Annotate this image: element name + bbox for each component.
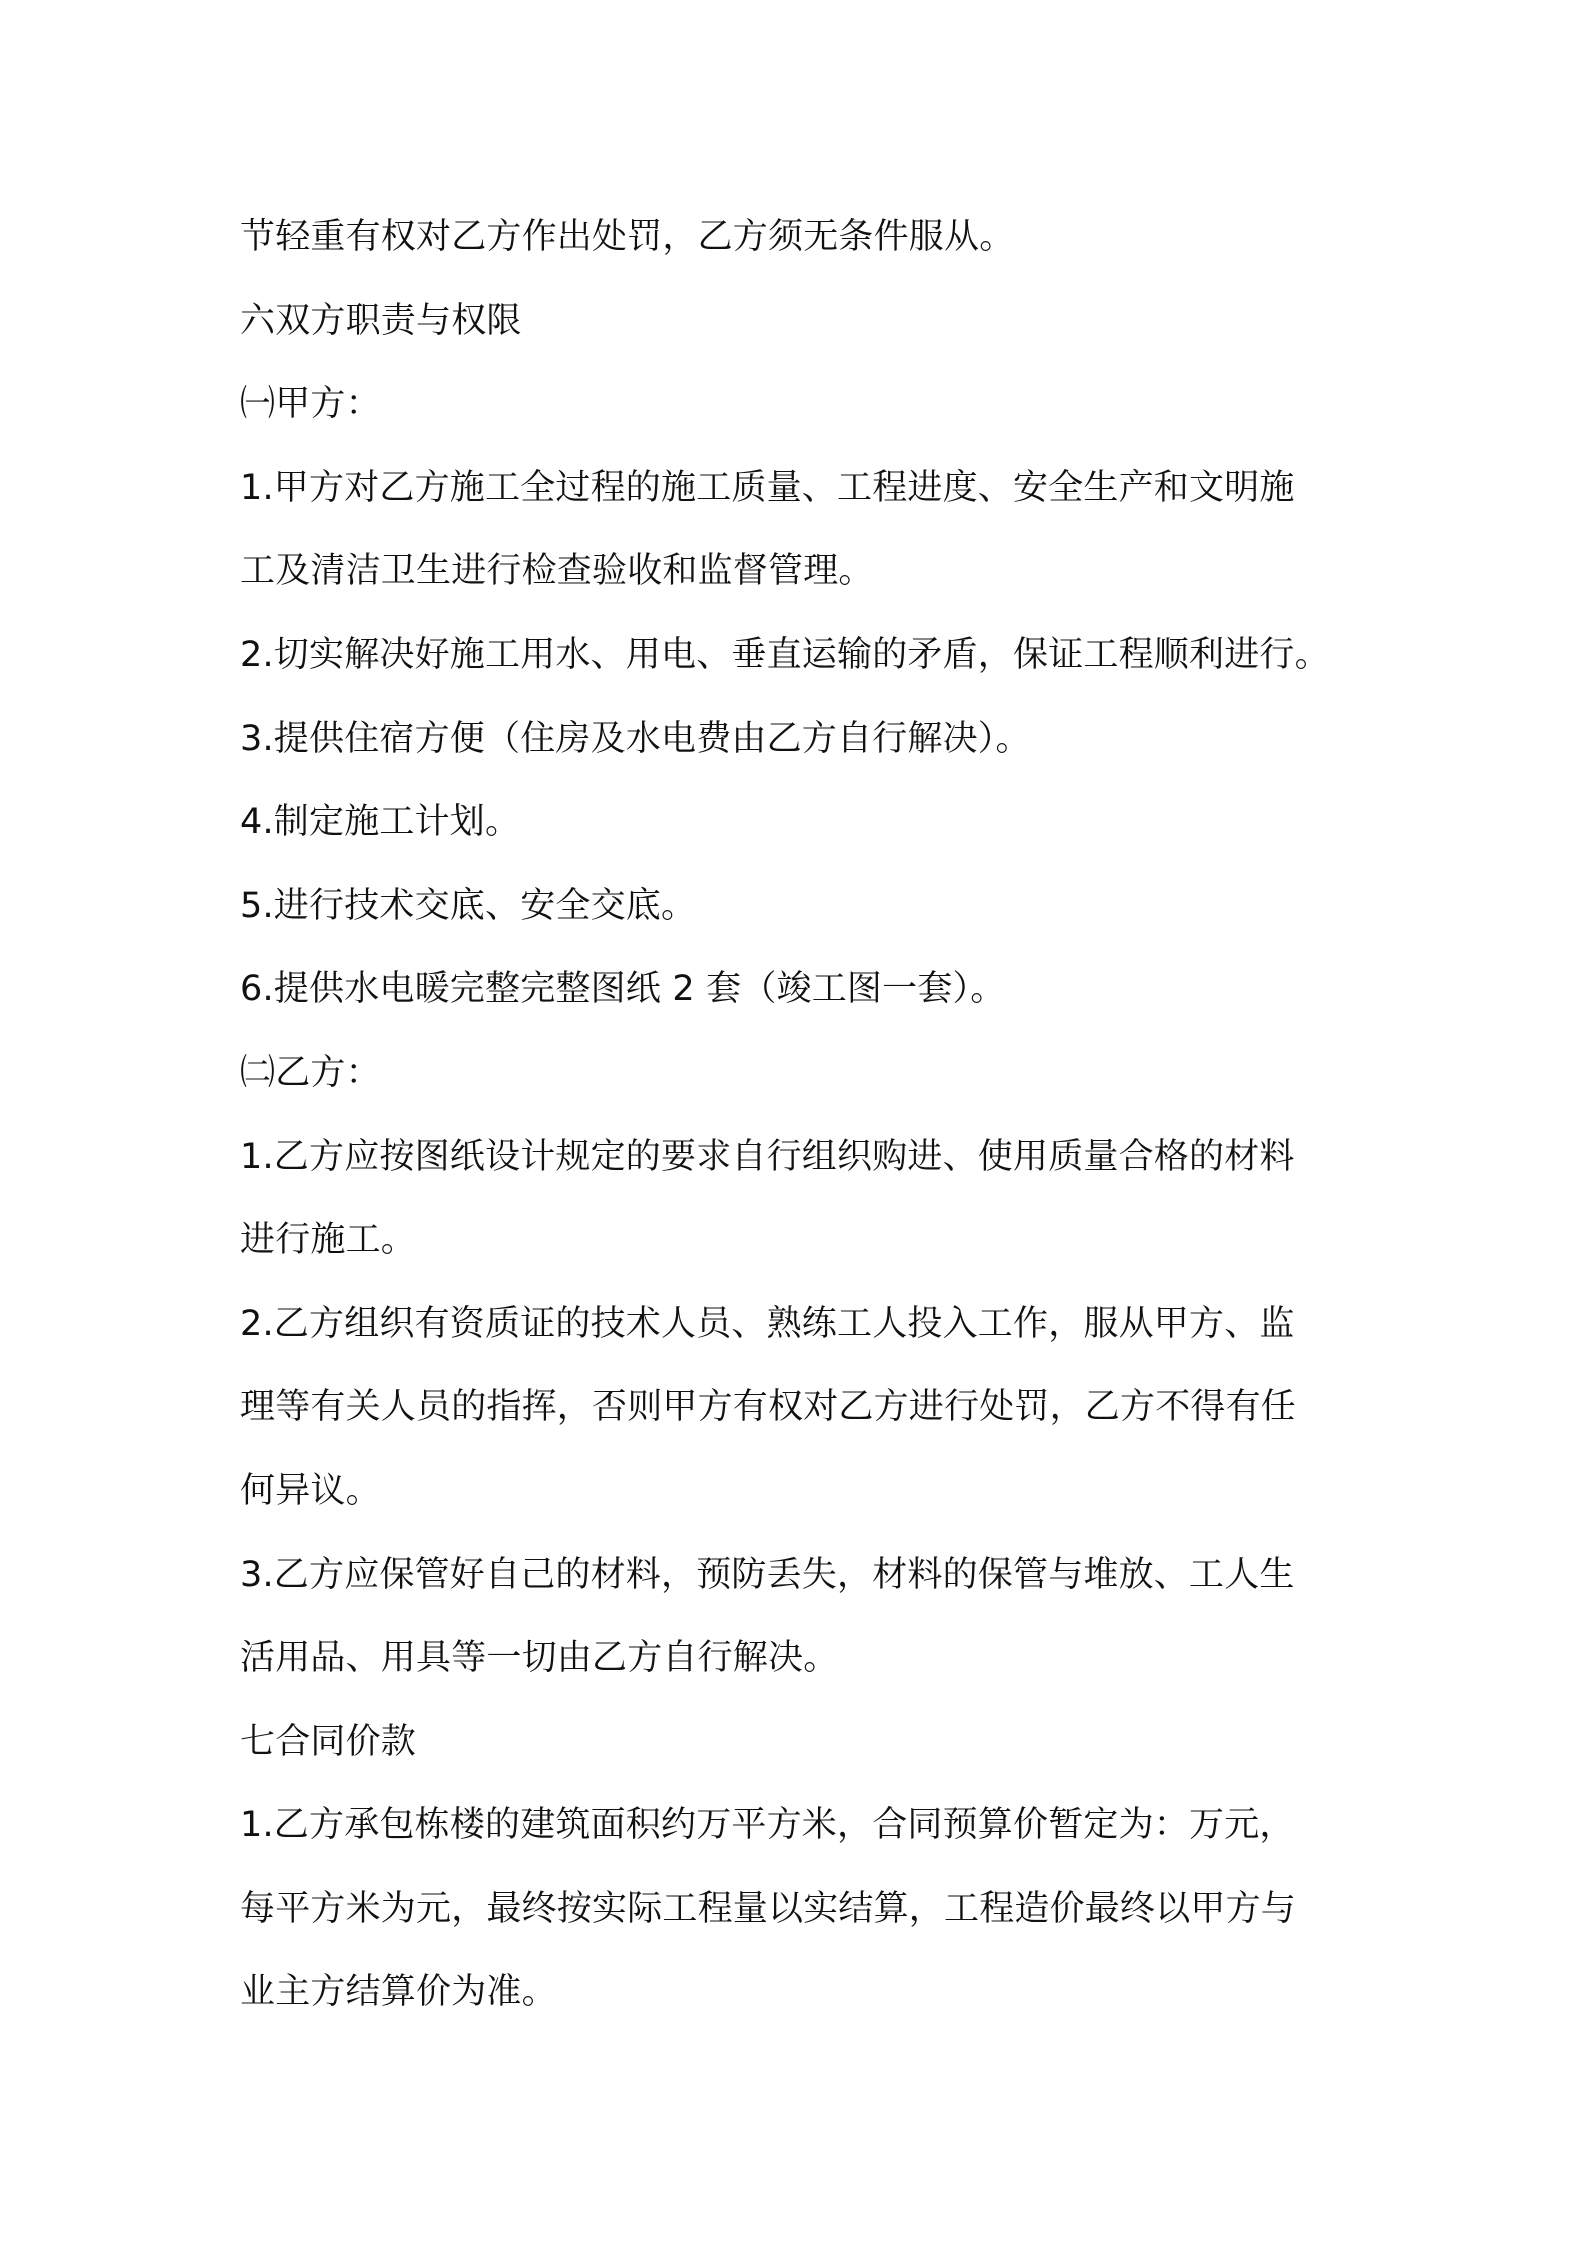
text-line: 每平方米为元，最终按实际工程量以实结算，工程造价最终以甲方与: [240, 1888, 1297, 1929]
text-line: 5.进行技术交底、安全交底。: [240, 885, 697, 926]
text-line: 4.制定施工计划。: [240, 802, 521, 843]
text-line: 2.乙方组织有资质证的技术人员、熟练工人投入工作，服从甲方、监: [240, 1303, 1295, 1344]
text-line: 节轻重有权对乙方作出处罚，乙方须无条件服从。: [240, 217, 1015, 257]
subsection-heading: ㈡乙方：: [240, 1052, 381, 1093]
text-line: 2.切实解决好施工用水、用电、垂直运输的矛盾，保证工程顺利进行。: [240, 634, 1330, 675]
text-line: 6.提供水电暖完整完整图纸 2 套（竣工图一套）。: [240, 969, 1006, 1010]
text-line: 3.提供住宿方便（住房及水电费由乙方自行解决）。: [240, 718, 1031, 759]
text-line: 工及清洁卫生进行检查验收和监督管理。: [240, 551, 874, 592]
text-line: 1.乙方承包栋楼的建筑面积约万平方米，合同预算价暂定为：万元，: [240, 1805, 1295, 1846]
text-line: 3.乙方应保管好自己的材料，预防丢失，材料的保管与堆放、工人生: [240, 1554, 1295, 1595]
text-line: 活用品、用具等一切由乙方自行解决。: [240, 1638, 839, 1679]
document-body: [240, 196, 1360, 2035]
text-line: 1.乙方应按图纸设计规定的要求自行组织购进、使用质量合格的材料: [240, 1136, 1295, 1177]
section-heading: 六双方职责与权限: [240, 300, 522, 341]
section-heading: 七合同价款: [240, 1721, 417, 1762]
text-line: 理等有关人员的指挥，否则甲方有权对乙方进行处罚，乙方不得有任: [240, 1387, 1297, 1428]
text-line: 业主方结算价为准。: [240, 1972, 557, 2013]
subsection-heading: ㈠甲方：: [240, 384, 381, 425]
text-line: 1.甲方对乙方施工全过程的施工质量、工程进度、安全生产和文明施: [240, 467, 1295, 508]
text-line: 进行施工。: [240, 1220, 417, 1261]
text-line: 何异议。: [240, 1470, 381, 1511]
